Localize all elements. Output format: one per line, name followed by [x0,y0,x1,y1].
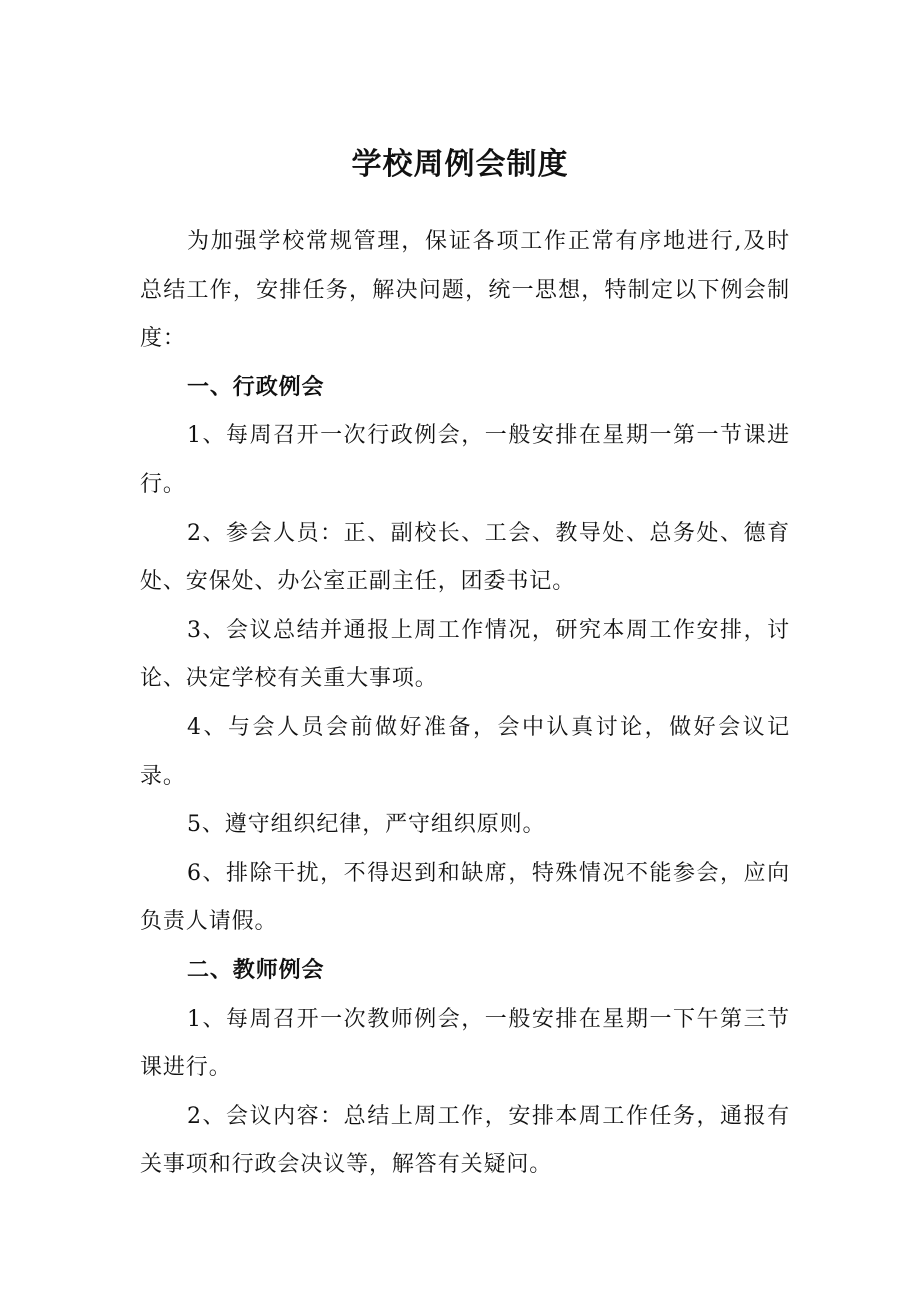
admin-meeting-item-1: 1、每周召开一次行政例会，一般安排在星期一第一节课进行。 [140,423,790,497]
teacher-meeting-item-1: 1、每周召开一次教师例会，一般安排在星期一下午第三节课进行。 [140,1006,790,1081]
admin-meeting-item-5: 5、遵守组织纪律，严守组织原则。 [187,812,546,838]
admin-meeting-item-2: 2、参会人员：正、副校长、工会、教导处、总务处、德育处、安保处、办公室正副主任，团委书记。 [140,520,790,595]
teacher-meeting-item-2: 2、会议内容：总结上周工作，安排本周工作任务，通报有关事项和行政会决议等，解答有关疑问。 [140,1103,790,1178]
intro-paragraph: 为加强学校常规管理，保证各项工作正常有序地进行,及时总结工作，安排任务，解决问题，统一思想，特制定以下例会制度： [140,229,790,352]
section-heading-teacher-meeting: 二、教师例会 [187,957,325,983]
admin-meeting-item-4: 4、与会人员会前做好准备，会中认真讨论，做好会议记录。 [140,714,790,789]
section-heading-admin-meeting: 一、行政例会 [187,374,325,400]
document-body [140,218,790,1190]
admin-meeting-item-6: 6、排除干扰，不得迟到和缺席，特殊情况不能参会，应向负责人请假。 [140,860,790,935]
admin-meeting-item-3: 3、会议总结并通报上周工作情况，研究本周工作安排，讨论、决定学校有关重大事项。 [140,617,790,692]
document-title: 学校周例会制度 [351,147,569,182]
